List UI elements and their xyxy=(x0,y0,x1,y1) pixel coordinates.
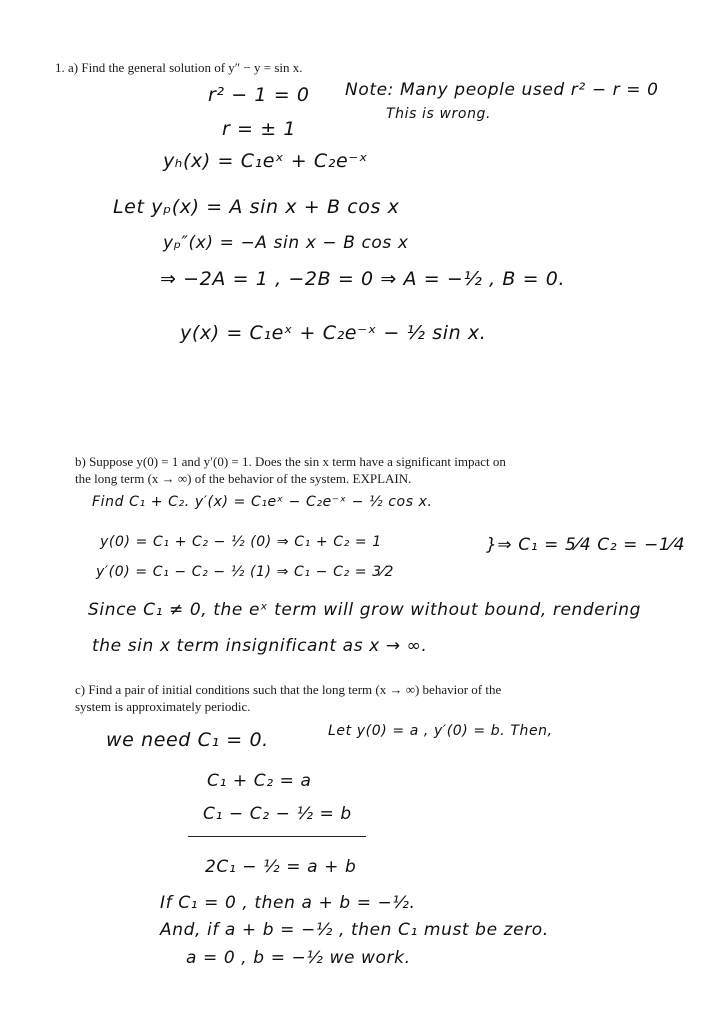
need-c1-zero: we need C₁ = 0. xyxy=(106,729,269,751)
coefficient-solve: ⇒ −2A = 1 , −2B = 0 ⇒ A = −½ , B = 0. xyxy=(160,268,566,290)
explanation-line-1: Since C₁ ≠ 0, the eˣ term will grow without bound, rendering xyxy=(88,600,642,620)
particular-second-derivative: yₚ″(x) = −A sin x − B cos x xyxy=(163,233,409,253)
added-equation: 2C₁ − ½ = a + b xyxy=(205,857,357,877)
explanation-line-2: the sin x term insignificant as x → ∞. xyxy=(92,636,428,656)
find-constants-line: Find C₁ + C₂. y′(x) = C₁eˣ − C₂e⁻ˣ − ½ cos x. xyxy=(92,494,433,510)
initial-value-y: y(0) = C₁ + C₂ − ½ (0) ⇒ C₁ + C₂ = 1 xyxy=(100,534,382,550)
general-solution: y(x) = C₁eˣ + C₂e⁻ˣ − ½ sin x. xyxy=(180,322,487,344)
part-a-prompt: 1. a) Find the general solution of y″ − y = sin x. xyxy=(55,60,303,75)
part-c-prompt-line-1: c) Find a pair of initial conditions such that the long term (x → ∞) behavior of the xyxy=(75,682,502,697)
initial-value-yprime: y′(0) = C₁ − C₂ − ½ (1) ⇒ C₁ − C₂ = 3⁄2 xyxy=(96,564,395,580)
note-line-2: This is wrong. xyxy=(386,106,492,122)
part-c-prompt-line-2: system is approximately periodic. xyxy=(75,699,251,714)
conclusion-line-2: And, if a + b = −½ , then C₁ must be zero. xyxy=(160,920,549,940)
particular-guess: Let yₚ(x) = A sin x + B cos x xyxy=(113,196,400,218)
conclusion-line-1: If C₁ = 0 , then a + b = −½. xyxy=(160,893,416,913)
difference-equation: C₁ − C₂ − ½ = b xyxy=(203,804,352,824)
characteristic-equation: r² − 1 = 0 xyxy=(208,84,310,106)
constants-result: }⇒ C₁ = 5⁄4 C₂ = −1⁄4 xyxy=(486,535,686,555)
sum-rule xyxy=(188,836,366,837)
let-initial-conditions: Let y(0) = a , y′(0) = b. Then, xyxy=(328,723,553,739)
note-line-1: Note: Many people used r² − r = 0 xyxy=(345,80,659,100)
homogeneous-solution: yₕ(x) = C₁eˣ + C₂e⁻ˣ xyxy=(163,150,368,172)
part-b-prompt-line-1: b) Suppose y(0) = 1 and y′(0) = 1. Does the sin x term have a significant impact on xyxy=(75,454,506,469)
roots-line: r = ± 1 xyxy=(222,118,297,140)
sum-equation: C₁ + C₂ = a xyxy=(207,771,312,791)
conclusion-line-3: a = 0 , b = −½ we work. xyxy=(186,948,411,968)
part-b-prompt-line-2: the long term (x → ∞) of the behavior of the system. EXPLAIN. xyxy=(75,471,412,486)
